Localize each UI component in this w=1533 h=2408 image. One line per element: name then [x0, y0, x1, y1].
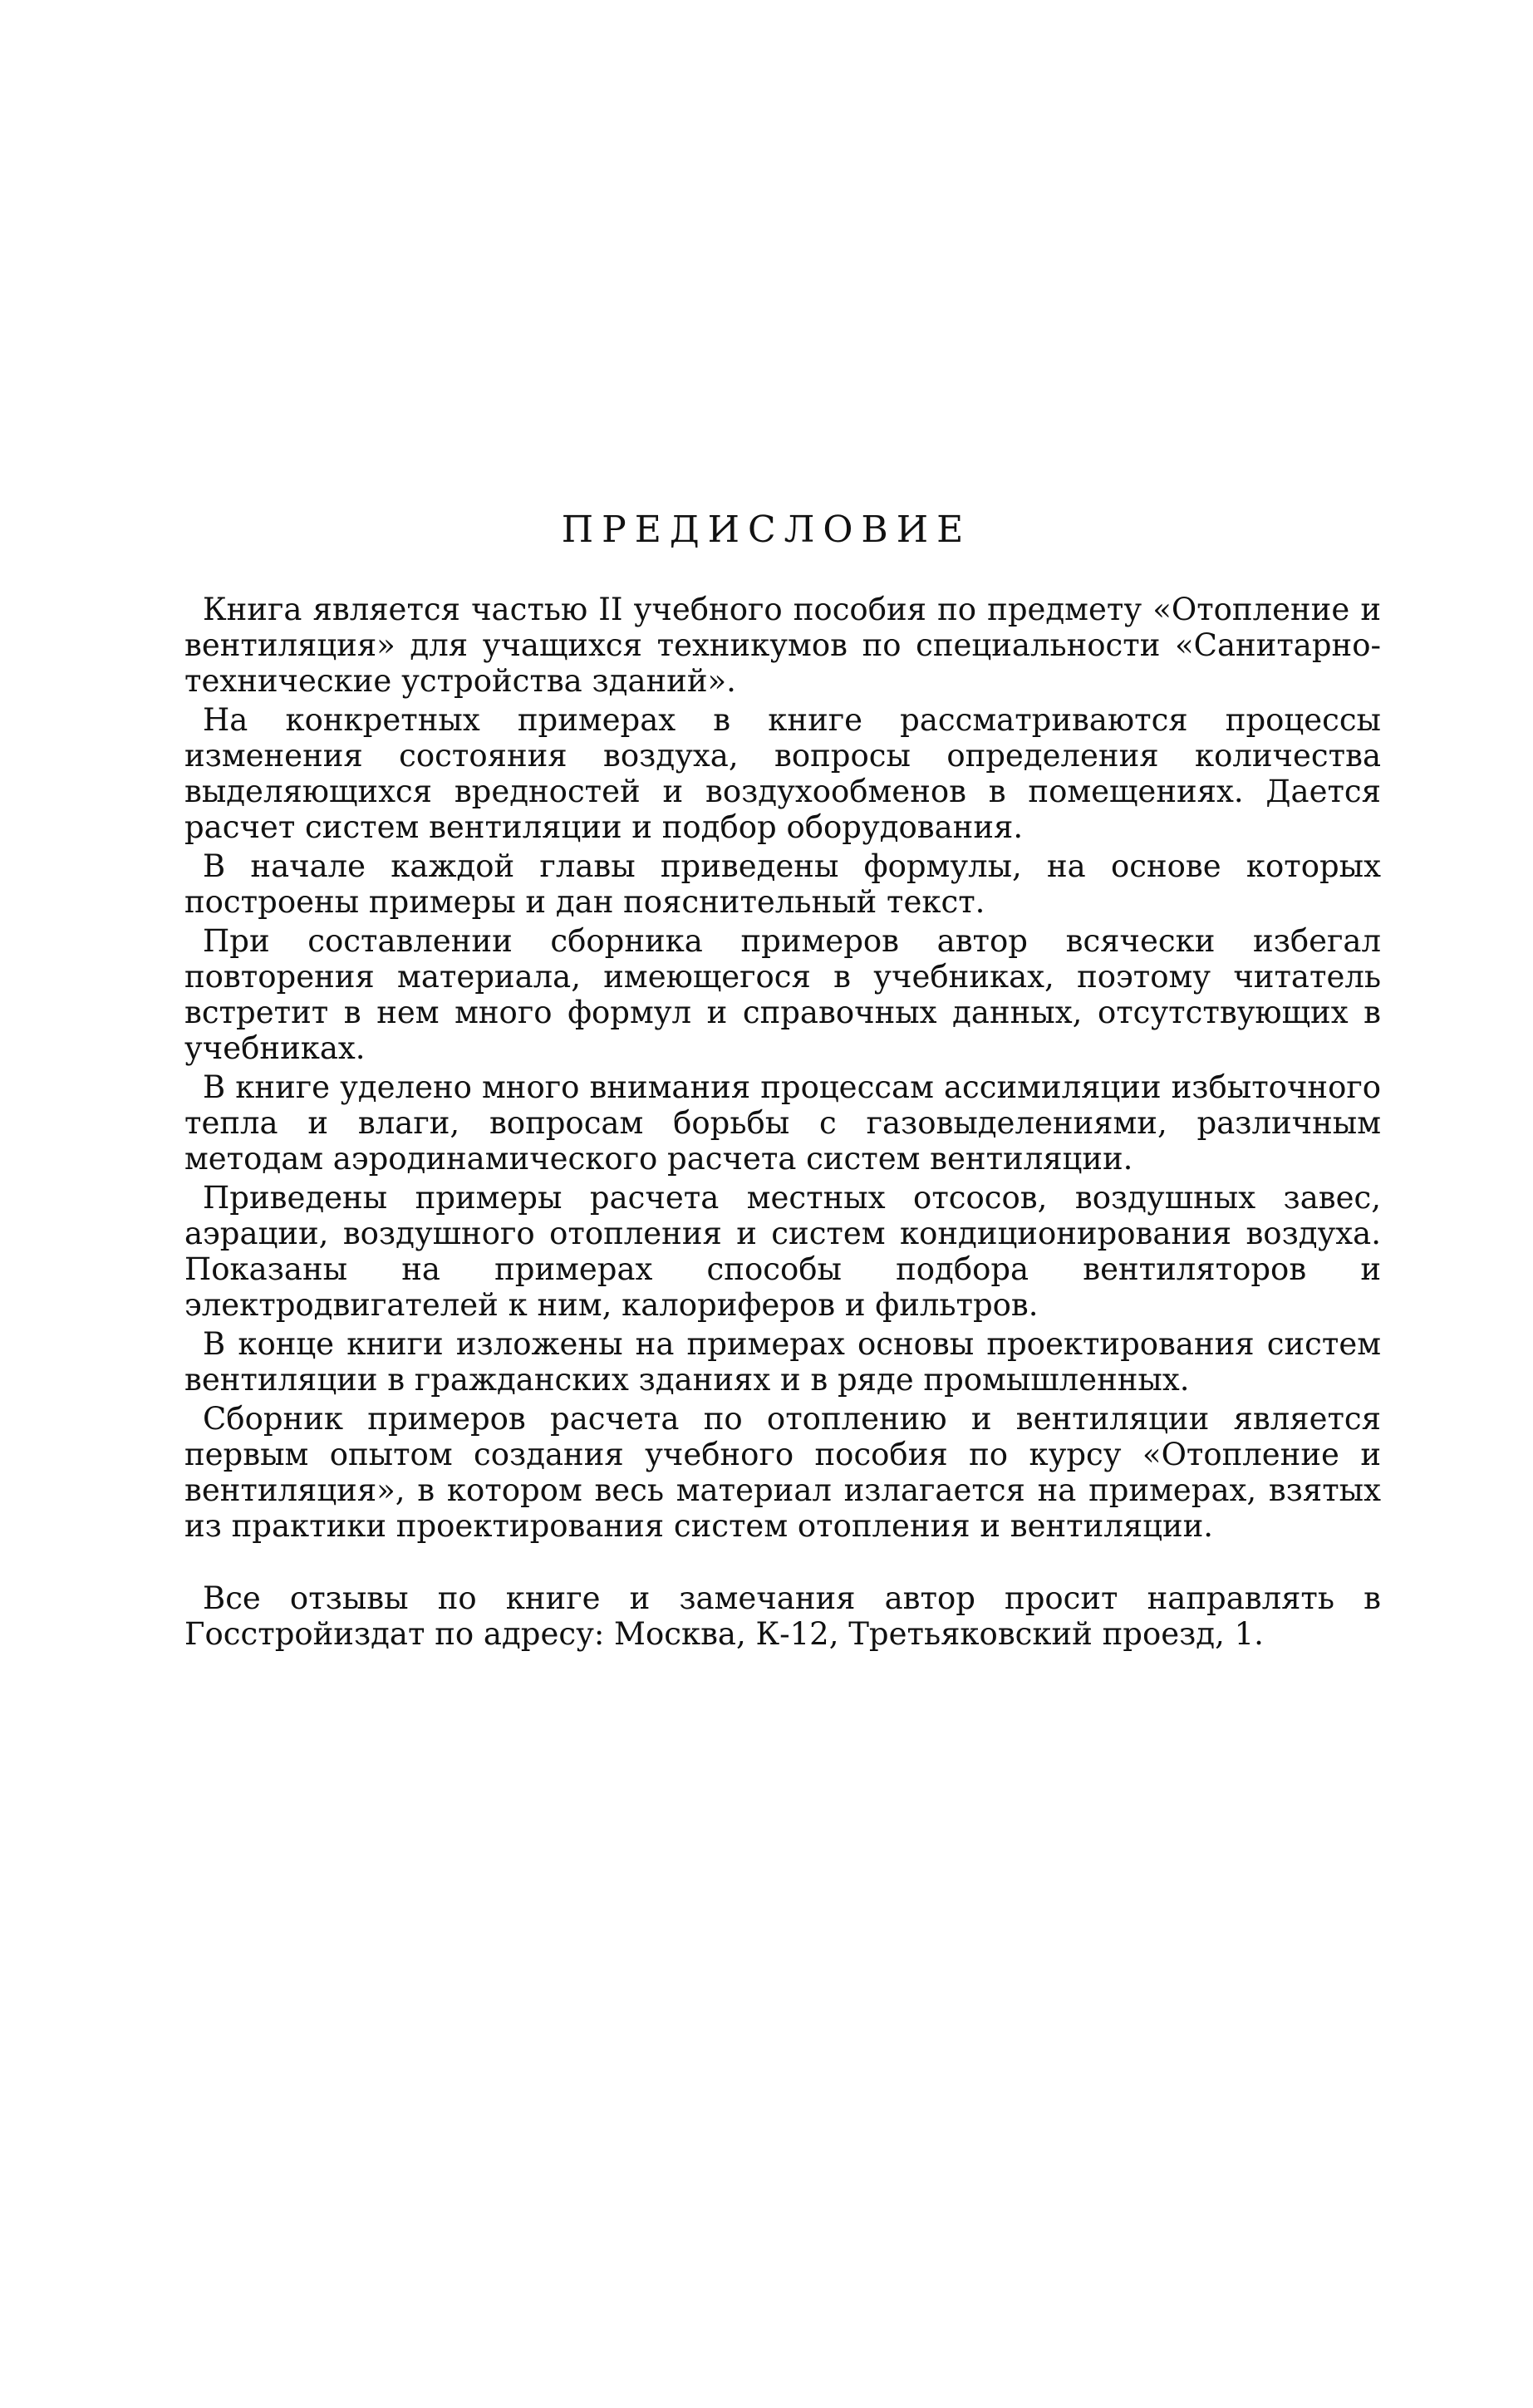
paragraph: Сборник примеров расчета по отоплению и вентиляции является первым опытом создания учебного пособия по курсу «Отопление и вентиляция», в котором весь материал излагается на примерах, взятых из практики проектирования систем отопления и вентиляции.	[184, 1401, 1381, 1544]
paragraph: В книге уделено много внимания процессам ассимиляции избыточного тепла и влаги, вопросам борьбы с газовыделениями, различным методам аэродинамического расчета систем вентиляции.	[184, 1069, 1381, 1177]
paragraph: На конкретных примерах в книге рассматриваются процессы изменения состояния воздуха, вопросы определения количества выделяющихся вредностей и воздухообменов в помещениях. Дается расчет систем вентиляции и подбор оборудования.	[184, 702, 1381, 845]
paragraph: В начале каждой главы приведены формулы, на основе которых построены примеры и дан пояснительный текст.	[184, 848, 1381, 920]
paragraph: Приведены примеры расчета местных отсосов, воздушных завес, аэрации, воздушного отопления и систем кондиционирования воздуха. Показаны на примерах способы подбора вентиляторов и электродвигателей к ним, калориферов и фильтров.	[184, 1180, 1381, 1323]
page-title: ПРЕДИСЛОВИЕ	[561, 509, 972, 551]
paragraph: Книга является частью II учебного пособия по предмету «Отопление и вентиляция» для учащихся техникумов по специальности «Санитарно-технические устройства зданий».	[184, 592, 1381, 699]
closing-note-text: Все отзывы по книге и замечания автор просит направлять в Госстройиздат по адресу: Москва, К-12, Третьяковский проезд, 1.	[184, 1580, 1381, 1652]
feedback-note	[184, 1580, 1381, 1652]
paragraph: В конце книги изложены на примерах основы проектирования систем вентиляции в гражданских зданиях и в ряде промышленных.	[184, 1326, 1381, 1398]
preface-body	[184, 592, 1381, 1544]
paragraph: При составлении сборника примеров автор всячески избегал повторения материала, имеющегося в учебниках, поэтому читатель встретит в нем много формул и справочных данных, отсутствующих в учебниках.	[184, 923, 1381, 1066]
